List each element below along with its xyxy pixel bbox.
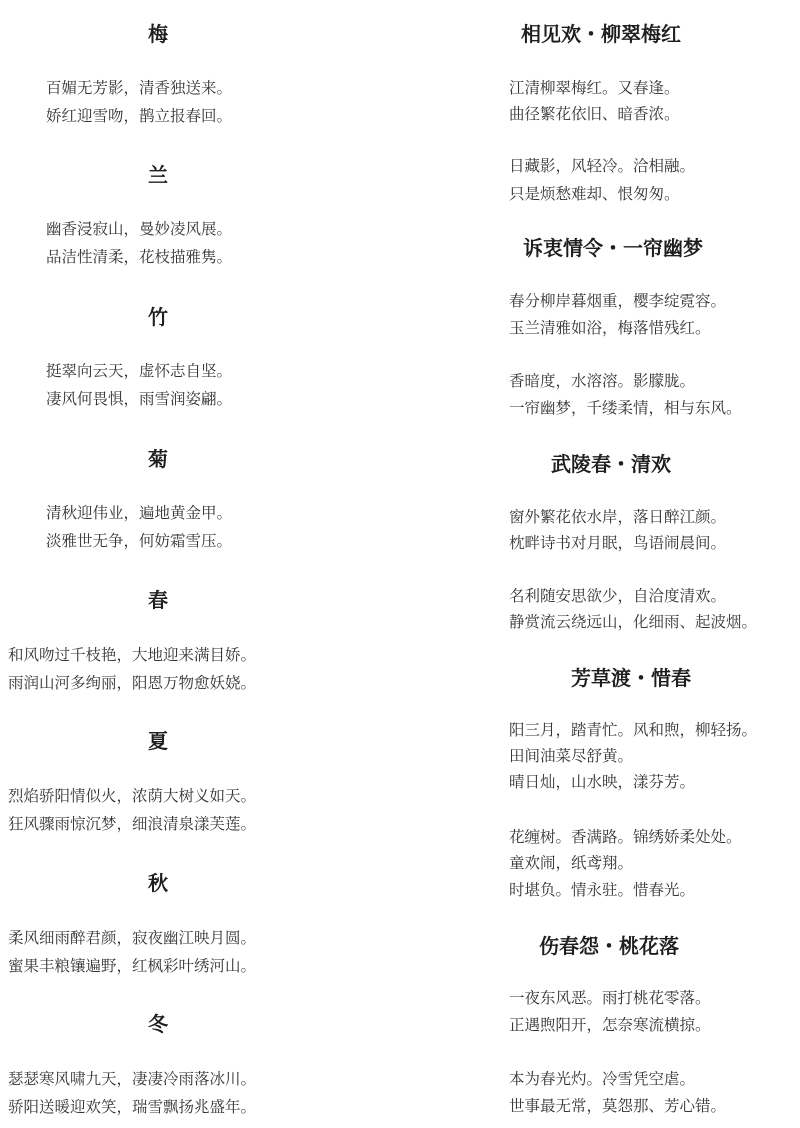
poem-line: 花缠树。香满路。锦绣娇柔处处。 <box>509 828 742 846</box>
poem-line: 曲径繁花依旧、暗香浓。 <box>509 105 680 123</box>
poem-title: 相见欢・柳翠梅红 <box>521 22 681 46</box>
poem-line: 阳三月，踏青忙。风和煦，柳轻扬。 <box>509 721 758 739</box>
poem-line: 枕畔诗书对月眠，鸟语闹晨间。 <box>509 534 727 552</box>
poem-title: 夏 <box>148 729 168 753</box>
poem-line: 淡雅世无争，何妨霜雪压。 <box>46 532 233 550</box>
poem-line: 只是烦愁难却、恨匆匆。 <box>509 185 680 203</box>
poem-line: 日藏影，风轻冷。洽相融。 <box>509 157 696 175</box>
poem-title: 冬 <box>148 1012 168 1036</box>
poem-line: 蜜果丰粮镶遍野，红枫彩叶绣河山。 <box>8 957 257 975</box>
poem-line: 时堪负。情永驻。惜春光。 <box>509 881 696 899</box>
poem-line: 春分柳岸暮烟重，樱李绽霓容。 <box>509 292 727 310</box>
poem-line: 世事最无常，莫怨那、芳心错。 <box>509 1097 727 1115</box>
poem-line: 田间油菜尽舒黄。 <box>509 747 634 765</box>
poem-line: 本为春光灼。冷雪凭空虐。 <box>509 1070 696 1088</box>
poem-line: 百媚无芳影，清香独送来。 <box>46 79 233 97</box>
poem-line: 柔风细雨醉君颜，寂夜幽江映月圆。 <box>8 929 257 947</box>
poem-title: 芳草渡・惜春 <box>571 666 691 690</box>
poem-line: 挺翠向云天，虚怀志自坚。 <box>46 362 233 380</box>
poem-line: 娇红迎雪吻，鹊立报春回。 <box>46 107 233 125</box>
poem-line: 静赏流云绕远山，化细雨、起波烟。 <box>509 613 758 631</box>
poem-line: 晴日灿，山水映，漾芬芳。 <box>509 773 696 791</box>
poem-line: 狂风骤雨惊沉梦，细浪清泉漾芙莲。 <box>8 815 257 833</box>
poem-line: 清秋迎伟业，遍地黄金甲。 <box>46 504 233 522</box>
poem-line: 窗外繁花依水岸，落日醉江颜。 <box>509 508 727 526</box>
poem-line: 一帘幽梦，千缕柔情，相与东风。 <box>509 399 742 417</box>
poem-title: 菊 <box>148 447 168 471</box>
poem-title: 梅 <box>148 22 168 46</box>
poem-line: 童欢闹，纸鸢翔。 <box>509 854 634 872</box>
poem-title: 伤春怨・桃花落 <box>539 934 679 958</box>
poem-title: 诉衷情令・一帘幽梦 <box>523 236 703 260</box>
poem-line: 正遇煦阳开，怎奈寒流横掠。 <box>509 1016 711 1034</box>
poem-title: 武陵春・清欢 <box>551 452 671 476</box>
poem-title: 兰 <box>148 163 168 187</box>
poem-line: 骄阳送暖迎欢笑，瑞雪飘扬兆盛年。 <box>8 1098 257 1116</box>
poem-line: 香暗度，水溶溶。影朦胧。 <box>509 372 696 390</box>
poem-line: 一夜东风恶。雨打桃花零落。 <box>509 989 711 1007</box>
poem-line: 和风吻过千枝艳，大地迎来满目娇。 <box>8 646 257 664</box>
poem-line: 烈焰骄阳情似火，浓荫大树义如天。 <box>8 787 257 805</box>
poem-line: 品洁性清柔，花枝描雅隽。 <box>46 248 233 266</box>
poem-line: 玉兰清雅如浴，梅落惜残红。 <box>509 319 711 337</box>
poem-line: 幽香浸寂山，曼妙凌风展。 <box>46 220 233 238</box>
poem-line: 凄风何畏惧，雨雪润姿翩。 <box>46 390 233 408</box>
poem-line: 江清柳翠梅红。又春逢。 <box>509 79 680 97</box>
poem-line: 名利随安思欲少，自洽度清欢。 <box>509 587 727 605</box>
poem-title: 竹 <box>148 305 168 329</box>
poem-title: 秋 <box>148 871 168 895</box>
poem-line: 雨润山河多绚丽，阳恩万物愈妖娆。 <box>8 674 257 692</box>
poem-title: 春 <box>148 588 168 612</box>
poem-line: 瑟瑟寒风啸九天，凄凄冷雨落冰川。 <box>8 1070 257 1088</box>
